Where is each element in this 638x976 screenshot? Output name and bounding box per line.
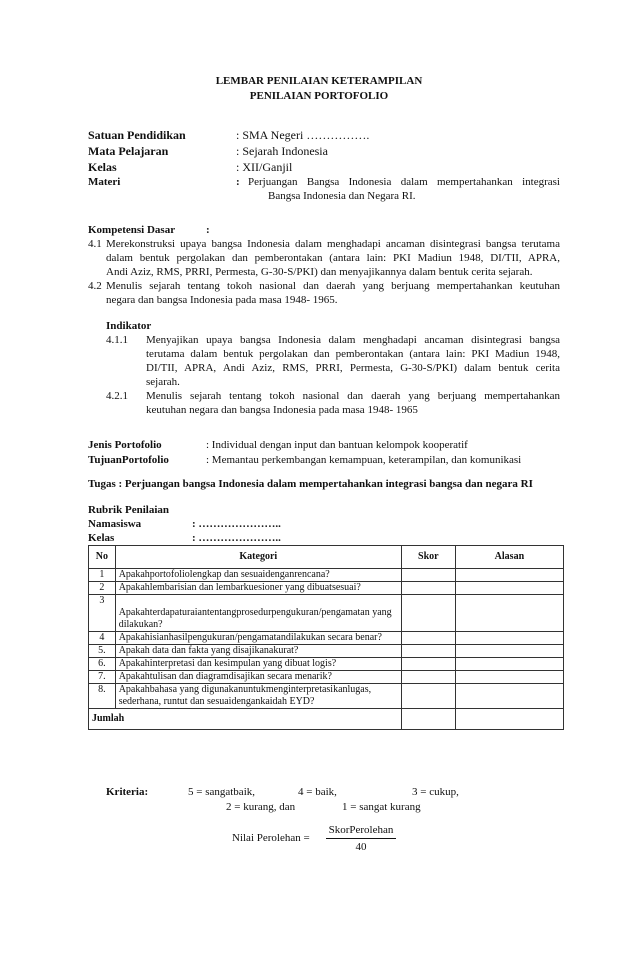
- kd-line: Andi Aziz, RMS, PRRI, Permesta, G-30-S/PKI) dan menyajikannya dalam bentuk cerita sejarah.: [106, 266, 533, 278]
- table-row: [89, 658, 564, 671]
- row-skor-cell[interactable]: [401, 595, 455, 632]
- rubrik-heading: Rubrik Penilaian: [88, 504, 169, 516]
- jumlah-alasan-cell[interactable]: [455, 709, 563, 730]
- table-row-jumlah: [89, 709, 564, 730]
- row-skor-cell[interactable]: [401, 632, 455, 645]
- materi-label: Materi: [88, 176, 121, 188]
- row-alasan-cell[interactable]: [455, 569, 563, 582]
- kriteria-label: Kriteria:: [106, 786, 149, 798]
- indikator-heading: Indikator: [106, 320, 152, 332]
- identity-value: : SMA Negeri …………….: [236, 128, 370, 142]
- indikator-line: Menulis sejarah tentang tokoh nasional dan daerah yang berjuang mempertahankan: [146, 390, 560, 402]
- document-title: LEMBAR PENILAIAN KETERAMPILAN: [215, 75, 423, 87]
- row-number: 6.: [89, 658, 116, 671]
- kd-number: 4.1: [88, 238, 102, 250]
- kd-number: 4.2: [88, 280, 102, 292]
- row-skor-cell[interactable]: [401, 582, 455, 595]
- tugas-line: [88, 478, 533, 490]
- row-kategori: Apakah data dan fakta yang disajikanakurat?: [115, 645, 401, 658]
- kriteria-item: 3 = cukup,: [412, 786, 459, 798]
- kriteria-item: 2 = kurang, dan: [226, 801, 296, 813]
- row-number: 5.: [89, 645, 116, 658]
- identity-label: Satuan Pendidikan: [88, 128, 186, 142]
- tugas-value: Perjuangan bangsa Indonesia dalam mempertahankan integrasi bangsa dan negara RI: [124, 478, 533, 490]
- kompetensi-colon: :: [206, 224, 210, 236]
- row-alasan-cell[interactable]: [455, 658, 563, 671]
- row-kategori: Apakahbahasa yang digunakanuntukmenginterpretasikanlugas, sederhana, runtut dan sesuaidengankaidah EYD?: [115, 684, 401, 709]
- jenis-portofolio-value: : Individual dengan input dan bantuan kelompok kooperatif: [206, 439, 468, 451]
- row-skor-cell[interactable]: [401, 658, 455, 671]
- table-row: [89, 595, 564, 632]
- tugas-label: Tugas :: [88, 478, 123, 490]
- indikator-number: 4.1.1: [106, 334, 128, 346]
- table-row: [89, 684, 564, 709]
- row-kategori: Apakahisianhasilpengukuran/pengamatandilakukan secara benar?: [115, 632, 401, 645]
- row-number: 8.: [89, 684, 116, 709]
- row-number: 4: [89, 632, 116, 645]
- fraction-line: [326, 838, 396, 839]
- row-skor-cell[interactable]: [401, 671, 455, 684]
- indikator-line: Menyajikan upaya bangsa Indonesia dalam menghadapi ancaman disintegrasi bangsa: [146, 334, 560, 346]
- table-header-row: [89, 546, 564, 569]
- document-subtitle: PENILAIAN PORTOFOLIO: [249, 90, 389, 102]
- tujuan-portofolio-value: : Memantau perkembangan kemampuan, keterampilan, dan komunikasi: [206, 454, 522, 466]
- materi-colon: :: [236, 176, 240, 188]
- table-row: [89, 632, 564, 645]
- row-number: 1: [89, 569, 116, 582]
- row-skor-cell[interactable]: [401, 684, 455, 709]
- kompetensi-heading: Kompetensi Dasar: [88, 224, 176, 236]
- materi-line: Bangsa Indonesia dan Negara RI.: [268, 190, 416, 202]
- nama-siswa-value: : …………………..: [192, 518, 281, 530]
- formula-lhs: Nilai Perolehan =: [232, 832, 310, 844]
- row-kategori: Apakahlembarisian dan lembarkuesioner yang dibuatsesuai?: [115, 582, 401, 595]
- kriteria-item: 1 = sangat kurang: [342, 801, 421, 813]
- row-skor-cell[interactable]: [401, 645, 455, 658]
- kd-line: Merekonstruksi upaya bangsa Indonesia dalam menghadapi ancaman disintegrasi bangsa terutama: [106, 238, 560, 250]
- indikator-number: 4.2.1: [106, 390, 128, 402]
- formula-denominator: 40: [355, 841, 367, 853]
- row-number: 7.: [89, 671, 116, 684]
- column-header-alasan: Alasan: [455, 546, 563, 569]
- kriteria-item: 4 = baik,: [298, 786, 337, 798]
- identity-label: Mata Pelajaran: [88, 144, 169, 158]
- jenis-portofolio-label: Jenis Portofolio: [88, 439, 162, 451]
- table-row: [89, 671, 564, 684]
- kelas-value: : …………………..: [192, 532, 281, 544]
- indikator-line: DI/TII, APRA, Andi Aziz, RMS, PRRI, Permesta, G-30-S/PKI) dalam bentuk cerita: [146, 362, 560, 374]
- row-kategori: Apakahinterpretasi dan kesimpulan yang dibuat logis?: [115, 658, 401, 671]
- row-alasan-cell[interactable]: [455, 595, 563, 632]
- tujuan-portofolio-label: TujuanPortofolio: [88, 454, 169, 466]
- row-number: 3: [89, 595, 116, 632]
- identity-value: : Sejarah Indonesia: [236, 144, 328, 158]
- column-header-no: No: [89, 546, 116, 569]
- materi-line: Perjuangan Bangsa Indonesia dalam mempertahankan integrasi: [248, 176, 560, 188]
- jumlah-skor-cell[interactable]: [401, 709, 455, 730]
- kelas-label: Kelas: [88, 532, 115, 544]
- row-alasan-cell[interactable]: [455, 632, 563, 645]
- formula-numerator: SkorPerolehan: [328, 824, 394, 836]
- kd-line: Menulis sejarah tentang tokoh nasional dan daerah yang berjuang mempertahankan keutuhan: [106, 280, 560, 292]
- identity-label: Kelas: [88, 160, 117, 174]
- row-kategori: Apakahterdapaturaiantentangprosedurpengukuran/pengamatan yang dilakukan?: [115, 595, 401, 632]
- row-number: 2: [89, 582, 116, 595]
- row-kategori: Apakahtulisan dan diagramdisajikan secara menarik?: [115, 671, 401, 684]
- row-skor-cell[interactable]: [401, 569, 455, 582]
- column-header-kategori: Kategori: [115, 546, 401, 569]
- indikator-line: keutuhan negara dan bangsa Indonesia pada masa 1948- 1965: [146, 404, 418, 416]
- nama-siswa-label: Namasiswa: [88, 518, 142, 530]
- kd-line: dalam bentuk pergolakan dan pemberontakan (antara lain: PKI Madiun 1948, DI/TII, APRA,: [106, 252, 560, 264]
- indikator-line: sejarah.: [146, 376, 180, 388]
- jumlah-label: Jumlah: [89, 709, 402, 730]
- table-row: [89, 582, 564, 595]
- kriteria-item: 5 = sangatbaik,: [188, 786, 255, 798]
- column-header-skor: Skor: [401, 546, 455, 569]
- rubrik-table: [88, 545, 564, 730]
- row-alasan-cell[interactable]: [455, 582, 563, 595]
- row-alasan-cell[interactable]: [455, 684, 563, 709]
- kd-line: negara dan bangsa Indonesia pada masa 1948- 1965.: [106, 294, 338, 306]
- row-kategori: Apakahportofoliolengkap dan sesuaidenganrencana?: [115, 569, 401, 582]
- table-row: [89, 569, 564, 582]
- row-alasan-cell[interactable]: [455, 671, 563, 684]
- row-alasan-cell[interactable]: [455, 645, 563, 658]
- table-row: [89, 645, 564, 658]
- identity-value: : XII/Ganjil: [236, 160, 293, 174]
- indikator-line: terutama dalam bentuk pergolakan dan pemberontakan (antara lain: PKI Madiun 1948,: [146, 348, 560, 360]
